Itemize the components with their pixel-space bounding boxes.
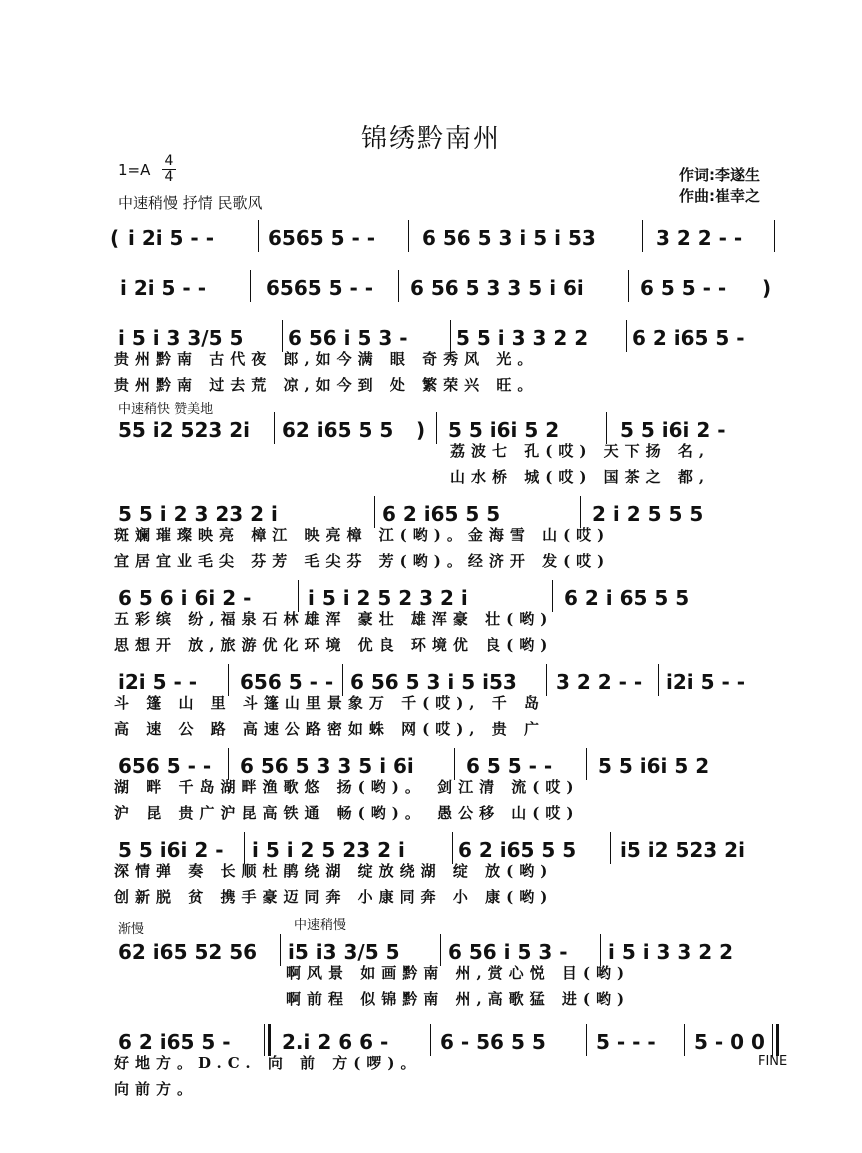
bar-line (546, 664, 547, 696)
measure: 6 56 i 5 3 - (448, 940, 568, 964)
score-line-4 (110, 408, 780, 488)
measure: 6 56 5 3 i 5 i53 (350, 670, 517, 694)
measure: 5 5 i6i 2 - (620, 418, 726, 442)
measure: i 5 i 3 3/5 5 (118, 326, 244, 350)
measure: 656 5 - - (240, 670, 334, 694)
measure: 6 2 i65 5 5 (458, 838, 577, 862)
measure: 6 56 5 3 i 5 i 53 (422, 226, 596, 250)
measure: 3 2 2 - - (556, 670, 643, 694)
lyric-verse-1: 五彩缤 纷,福泉石林雄浑 豪壮 雄浑豪 壮(哟) (114, 610, 554, 628)
lyric-verse-2: 思想开 放,旅游优化环境 优良 环境优 良(哟) (114, 636, 554, 654)
lyric-verse-1: 斑斓璀璨映亮 樟江 映亮樟 江(哟)。金海雪 山(哎) (114, 526, 611, 544)
measure: 55 i2 523 2i (118, 418, 251, 442)
bar-line (586, 1024, 587, 1056)
bar-line (250, 270, 251, 302)
measure: 6565 5 - - (268, 226, 376, 250)
score-line-6 (110, 576, 780, 656)
lyric-verse-2: 啊前程 似锦黔南 州,高歌猛 进(哟) (286, 990, 631, 1008)
measure: 2.i 2 6 6 - (282, 1030, 389, 1054)
score-line-11 (110, 1020, 788, 1100)
key-signature: 1=A (118, 161, 151, 179)
tempo-change: 中速稍慢 (294, 918, 347, 933)
tempo-marking: 中速稍慢 抒情 民歌风 (118, 194, 263, 212)
score-line-10 (110, 930, 780, 1010)
lyric-verse-2: 贵州黔南 过去荒 凉,如今到 处 繁荣兴 旺。 (114, 376, 539, 394)
measure: i 5 i 2 5 23 2 i (252, 838, 405, 862)
bar-line (628, 270, 629, 302)
fine-marker: FINE (758, 1054, 788, 1069)
lyric-verse-2: 向前方。 (114, 1080, 199, 1098)
measure: i 5 i 3 3 2 2 (608, 940, 734, 964)
bar-line (258, 220, 259, 252)
measure: 6 2 i65 5 - (118, 1030, 231, 1054)
measure: 5 - 0 0 (694, 1030, 765, 1054)
measure: 5 5 i 3 3 2 2 (456, 326, 589, 350)
measure: 6 5 5 - - (466, 754, 553, 778)
bar-line (398, 270, 399, 302)
measure: 6 5 5 - - (640, 276, 727, 300)
bracket-close: ) (416, 418, 426, 442)
bar-line (772, 1024, 773, 1056)
song-title: 锦绣黔南州 (360, 124, 501, 154)
bar-line (586, 748, 587, 780)
measure: i 2i 5 - - (120, 276, 206, 300)
score-line-7 (110, 660, 780, 740)
measure: 6565 5 - - (266, 276, 374, 300)
lyric-verse-1: 深情弹 奏 长顺杜鹃绕湖 绽放绕湖 绽 放(哟) (114, 862, 554, 880)
measure: i5 i3 3/5 5 (288, 940, 400, 964)
bracket-close: ) (762, 276, 772, 300)
measure: i2i 5 - - (118, 670, 198, 694)
measure: 5 5 i6i 5 2 (448, 418, 560, 442)
measure: 6 2 i 65 5 5 (564, 586, 690, 610)
lyric-verse-2: 高 速 公 路 高速公路密如蛛 网(哎), 贵 广 (114, 720, 545, 738)
measure: i5 i2 523 2i (620, 838, 745, 862)
bar-line (274, 412, 275, 444)
score-line-9 (110, 828, 780, 908)
measure: 5 5 i 2 3 23 2 i (118, 502, 278, 526)
measure: 5 - - - (596, 1030, 656, 1054)
bar-line (642, 220, 643, 252)
bar-line (610, 832, 611, 864)
bar-line (774, 220, 775, 252)
lyricist: 作词:李遂生 (679, 166, 760, 184)
measure: 5 5 i6i 5 2 (598, 754, 710, 778)
bar-line (280, 934, 281, 966)
bracket-open: ( (110, 226, 120, 250)
score-line-5 (110, 492, 780, 572)
lyric-verse-1: 湖 畔 千岛湖畔渔歌悠 扬(哟)。 剑江清 流(哎) (114, 778, 580, 796)
score-line-1 (110, 216, 780, 260)
lyric-verse-1: 好地方。D.C. 向 前 方(啰)。 (114, 1054, 422, 1072)
bar-line (408, 220, 409, 252)
measure: 6 56 5 3 3 5 i 6i (240, 754, 414, 778)
lyric-verse-1: 啊风景 如画黔南 州,赏心悦 目(哟) (286, 964, 631, 982)
ritardando-marker: 渐慢 (118, 922, 145, 937)
lyric-verse-1: 荔波七 孔(哎) 天下扬 名, (450, 442, 711, 460)
measure: 6 56 i 5 3 - (288, 326, 408, 350)
bar-line (658, 664, 659, 696)
measure: 6 5 6 i 6i 2 - (118, 586, 252, 610)
lyric-verse-2: 山水桥 城(哎) 国茶之 都, (450, 468, 711, 486)
tempo-change: 中速稍快 赞美地 (118, 402, 214, 417)
score-line-3 (110, 316, 780, 396)
bar-line (684, 1024, 685, 1056)
measure: 656 5 - - (118, 754, 212, 778)
bar-line (436, 412, 437, 444)
score-line-8 (110, 744, 780, 824)
measure: 62 i65 5 5 (282, 418, 394, 442)
final-bar-line (776, 1024, 779, 1056)
measure: 3 2 2 - - (656, 226, 743, 250)
measure: 6 2 i65 5 - (632, 326, 745, 350)
measure: 62 i65 52 56 (118, 940, 258, 964)
measure: 5 5 i6i 2 - (118, 838, 224, 862)
lyric-verse-2: 沪 昆 贵广沪昆高铁通 畅(哟)。 愚公移 山(哎) (114, 804, 580, 822)
bar-line (626, 320, 627, 352)
bar-line (430, 1024, 431, 1056)
lyric-verse-2: 宜居宜业毛尖 芬芳 毛尖芬 芳(哟)。经济开 发(哎) (114, 552, 611, 570)
score-line-2 (110, 266, 780, 310)
measure: 6 - 56 5 5 (440, 1030, 546, 1054)
measure: i 2i 5 - - (128, 226, 214, 250)
measure: i2i 5 - - (666, 670, 746, 694)
measure: i 5 i 2 5 2 3 2 i (308, 586, 468, 610)
lyric-verse-1: 斗 篷 山 里 斗篷山里景象万 千(哎), 千 岛 (114, 694, 545, 712)
measure: 6 56 5 3 3 5 i 6i (410, 276, 584, 300)
composer: 作曲:崔幸之 (679, 187, 760, 205)
time-signature: $\frac{4}{4}$ (162, 154, 176, 185)
lyric-verse-2: 创新脱 贫 携手豪迈同奔 小康同奔 小 康(哟) (114, 888, 554, 906)
lyric-verse-1: 贵州黔南 古代夜 郎,如今满 眼 奇秀风 光。 (114, 350, 539, 368)
measure: 6 2 i65 5 5 (382, 502, 501, 526)
measure: 2 i 2 5 5 5 (592, 502, 704, 526)
